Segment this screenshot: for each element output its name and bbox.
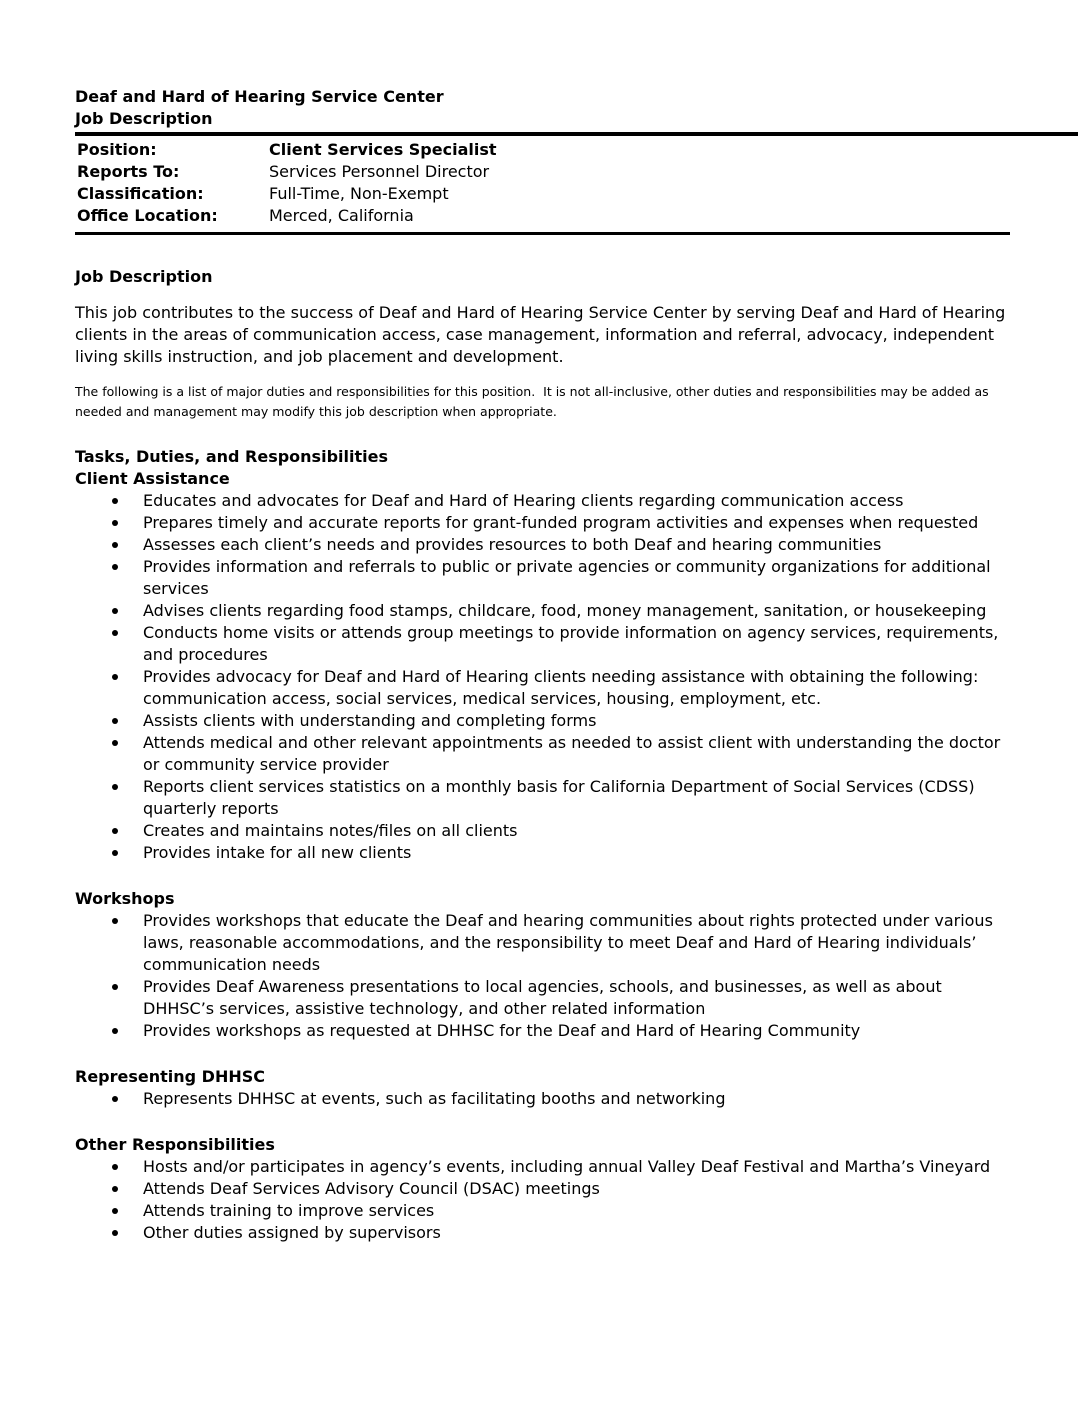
list-item: Other duties assigned by supervisors <box>110 1222 1010 1244</box>
list-item: Provides information and referrals to public or private agencies or community organizations for additional services <box>110 556 1010 600</box>
info-row <box>77 161 1010 183</box>
job-description-paragraph: This job contributes to the success of Deaf and Hard of Hearing Service Center by serving Deaf and Hard of Hearing clients in the areas of communication access, case management, information and referral, advocacy, independent living skills instruction, and job placement and development. <box>75 303 1006 366</box>
info-value: Services Personnel Director <box>269 162 490 181</box>
info-row <box>77 205 1010 227</box>
list-item: Reports client services statistics on a monthly basis for California Department of Social Services (CDSS) quarterly reports <box>110 776 1010 820</box>
section-heading: Representing DHHSC <box>75 1067 266 1086</box>
list-item: Prepares timely and accurate reports for grant-funded program activities and expenses when requested <box>110 512 1010 534</box>
bullet-list <box>75 910 1010 1042</box>
bullet-list <box>75 1088 1010 1110</box>
info-row <box>77 139 1010 161</box>
section <box>75 1134 1010 1244</box>
job-description-note: The following is a list of major duties and responsibilities for this position. It is not all-inclusive, other duties and responsibilities may be added as needed and management may modify this job description when appropriate. <box>75 384 993 419</box>
list-item: Assesses each client’s needs and provides resources to both Deaf and hearing communities <box>110 534 1010 556</box>
org-name: Deaf and Hard of Hearing Service Center <box>75 87 444 106</box>
section-heading: Other Responsibilities <box>75 1135 275 1154</box>
list-item: Provides Deaf Awareness presentations to local agencies, schools, and businesses, as well as about DHHSC’s services, assistive technology, and other related information <box>110 976 1010 1020</box>
bullet-list <box>75 490 1010 864</box>
info-label: Office Location: <box>77 206 218 225</box>
info-value: Client Services Specialist <box>269 140 497 159</box>
list-item: Attends Deaf Services Advisory Council (DSAC) meetings <box>110 1178 1010 1200</box>
document-header <box>75 86 1010 130</box>
job-description-heading: Job Description <box>75 267 213 286</box>
list-item: Provides workshops as requested at DHHSC for the Deaf and Hard of Hearing Community <box>110 1020 1010 1042</box>
table-rule <box>75 232 1010 235</box>
list-item: Represents DHHSC at events, such as facilitating booths and networking <box>110 1088 1010 1110</box>
position-info-table <box>75 136 1010 229</box>
info-label: Classification: <box>77 184 204 203</box>
sections <box>75 446 1010 1244</box>
list-item: Educates and advocates for Deaf and Hard of Hearing clients regarding communication access <box>110 490 1010 512</box>
list-item: Provides advocacy for Deaf and Hard of Hearing clients needing assistance with obtaining the following: communication access, social services, medical services, housing, employment, etc. <box>110 666 1010 710</box>
list-item: Creates and maintains notes/files on all clients <box>110 820 1010 842</box>
info-label: Position: <box>77 140 157 159</box>
info-label: Reports To: <box>77 162 180 181</box>
list-item: Attends medical and other relevant appointments as needed to assist client with understanding the doctor or community service provider <box>110 732 1010 776</box>
info-value: Merced, California <box>269 206 414 225</box>
section <box>75 1066 1010 1110</box>
section <box>75 888 1010 1042</box>
section-heading: Tasks, Duties, and Responsibilities <box>75 447 388 466</box>
list-item: Provides intake for all new clients <box>110 842 1010 864</box>
list-item: Provides workshops that educate the Deaf and hearing communities about rights protected under various laws, reasonable accommodations, and the responsibility to meet Deaf and Hard of Hearing individuals’ communication needs <box>110 910 1010 976</box>
section <box>75 446 1010 864</box>
list-item: Attends training to improve services <box>110 1200 1010 1222</box>
list-item: Hosts and/or participates in agency’s events, including annual Valley Deaf Festival and Martha’s Vineyard <box>110 1156 1010 1178</box>
info-row <box>77 183 1010 205</box>
doc-title: Job Description <box>75 109 213 128</box>
list-item: Conducts home visits or attends group meetings to provide information on agency services, requirements, and procedures <box>110 622 1010 666</box>
section-heading: Workshops <box>75 889 175 908</box>
section-subheading: Client Assistance <box>75 469 230 488</box>
info-value: Full-Time, Non-Exempt <box>269 184 449 203</box>
bullet-list <box>75 1156 1010 1244</box>
list-item: Advises clients regarding food stamps, childcare, food, money management, sanitation, or housekeeping <box>110 600 1010 622</box>
list-item: Assists clients with understanding and completing forms <box>110 710 1010 732</box>
